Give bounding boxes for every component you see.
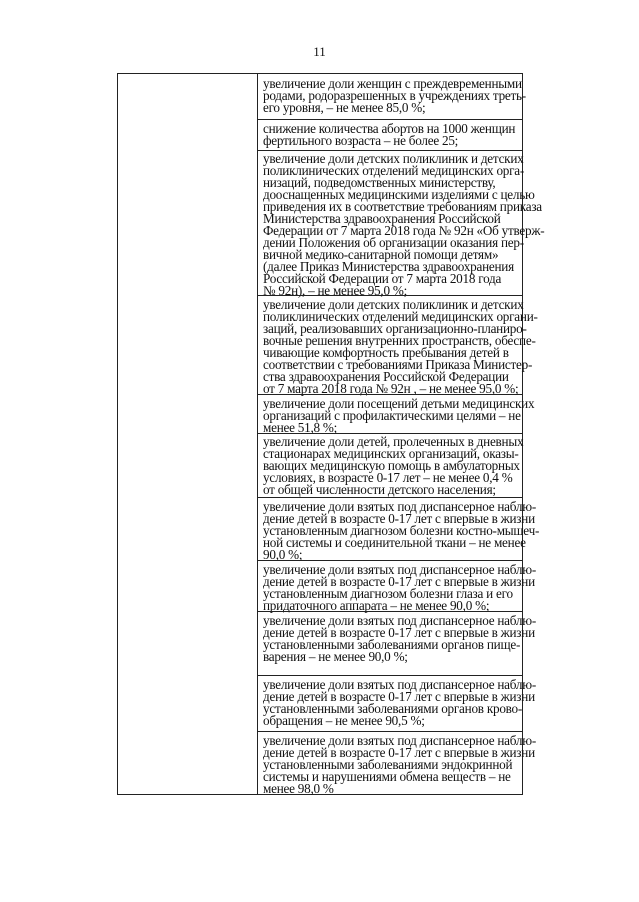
column-divider [257,73,258,795]
item-line: дение детей в возрасте 0-17 лет с впервые в жизни [263,511,535,526]
item-line: приведения их в соответствие требованиям приказа [263,199,542,214]
item-line: дение детей в возрасте 0-17 лет с впервые в жизни [263,745,535,760]
item-line: Федерации от 7 марта 2018 года № 92н «Об утверж- [263,223,545,238]
item-line: соответствии с требованиями Приказа Министер- [263,357,533,372]
row-separator [257,497,523,498]
item-line: 90,0 %; [263,547,303,562]
item-line: увеличение доли взятых под диспансерное наблю- [263,562,536,577]
item-line: (далее Приказ Министерства здравоохранения [263,259,514,274]
item-line: поликлинических отделений медицинских органи- [263,309,538,324]
item-line: обращения – не менее 90,5 %; [263,713,425,728]
item-line: увеличение доли детей, пролеченных в дневных [263,434,524,449]
row-separator [257,675,523,676]
row-separator [257,119,523,120]
row-separator [257,611,523,612]
item-line: менее 98,0 % [263,781,334,796]
item-line: увеличение доли взятых под диспансерное наблю- [263,499,536,514]
item-line: стационарах медицинских организаций, оказы- [263,446,519,461]
item-line: увеличение доли детских поликлиник и детских [263,297,524,312]
item-line: ной системы и соединительной ткани – не менее [263,535,526,550]
item-line: увеличение доли взятых под диспансерное наблю- [263,677,536,692]
item-line: дение детей в возрасте 0-17 лет с впервые в жизни [263,625,535,640]
item-line: снижение количества абортов на 1000 женщин [263,121,516,136]
item-line: № 92н), – не менее 95,0 %; [263,283,407,298]
item-line: вочные решения внутренних пространств, обеспе- [263,333,536,348]
item-line: увеличение доли взятых под диспансерное наблю- [263,733,536,748]
item-line: его уровня, – не менее 85,0 %; [263,100,426,115]
row-separator [257,295,523,296]
item-line: менее 51,8 %; [263,420,338,435]
item-line: увеличение доли посещений детьми медицинских [263,396,535,411]
item-line: придаточного аппарата – не менее 90,0 %; [263,598,490,613]
item-line: условиях, в возрасте 0-17 лет – не менее 0,4 % [263,470,513,485]
item-line: увеличение доли женщин с преждевременными [263,76,522,91]
item-line: установленными заболеваниями органов пище- [263,637,521,652]
item-line: ства здравоохранения Российской Федерации [263,369,509,384]
item-line: дении Положения об организации оказания пер- [263,235,524,250]
row-separator [257,394,523,395]
item-line: увеличение доли детских поликлиник и детских [263,151,524,166]
item-line: поликлинических отделений медицинских орга- [263,163,525,178]
row-separator [257,150,523,151]
item-line: чивающие комфортность пребывания детей в [263,345,509,360]
item-line: дооснащенных медицинскими изделиями с целью [263,187,535,202]
item-line: установленным диагнозом болезни глаза и его [263,586,513,601]
item-line: Российской Федерации от 7 марта 2018 года [263,271,502,286]
item-line: вичной медико-санитарной помощи детям» [263,247,499,262]
page-number: 11 [313,44,326,59]
row-separator [257,731,523,732]
item-line: установленными заболеваниями органов крово- [263,701,523,716]
item-line: дение детей в возрасте 0-17 лет с впервые в жизни [263,574,535,589]
item-line: установленным диагнозом болезни костно-мышеч- [263,523,540,538]
row-separator [257,433,523,434]
item-line: от 7 марта 2018 года № 92н , – не менее 95,0 %; [263,381,519,396]
item-line: увеличение доли взятых под диспансерное наблю- [263,613,536,628]
item-line: организаций с профилактическими целями – не [263,408,521,423]
item-line: вающих медицинскую помощь в амбулаторных [263,458,520,473]
item-line: заций, реализовавших организационно-планиро- [263,321,527,336]
item-line: низаций, подведомственных министерству, [263,175,496,190]
item-line: родами, родоразрешенных в учреждениях треть- [263,88,526,103]
row-separator [257,560,523,561]
item-line: фертильного возраста – не более 25; [263,133,459,148]
item-line: Министерства здравоохранения Российской [263,211,501,226]
item-line: варения – не менее 90,0 %; [263,649,408,664]
item-line: от общей численности детского населения; [263,482,496,497]
item-line: системы и нарушениями обмена веществ – не [263,769,511,784]
item-line: установленными заболеваниями эндокринной [263,757,513,772]
item-line: дение детей в возрасте 0-17 лет с впервые в жизни [263,689,535,704]
